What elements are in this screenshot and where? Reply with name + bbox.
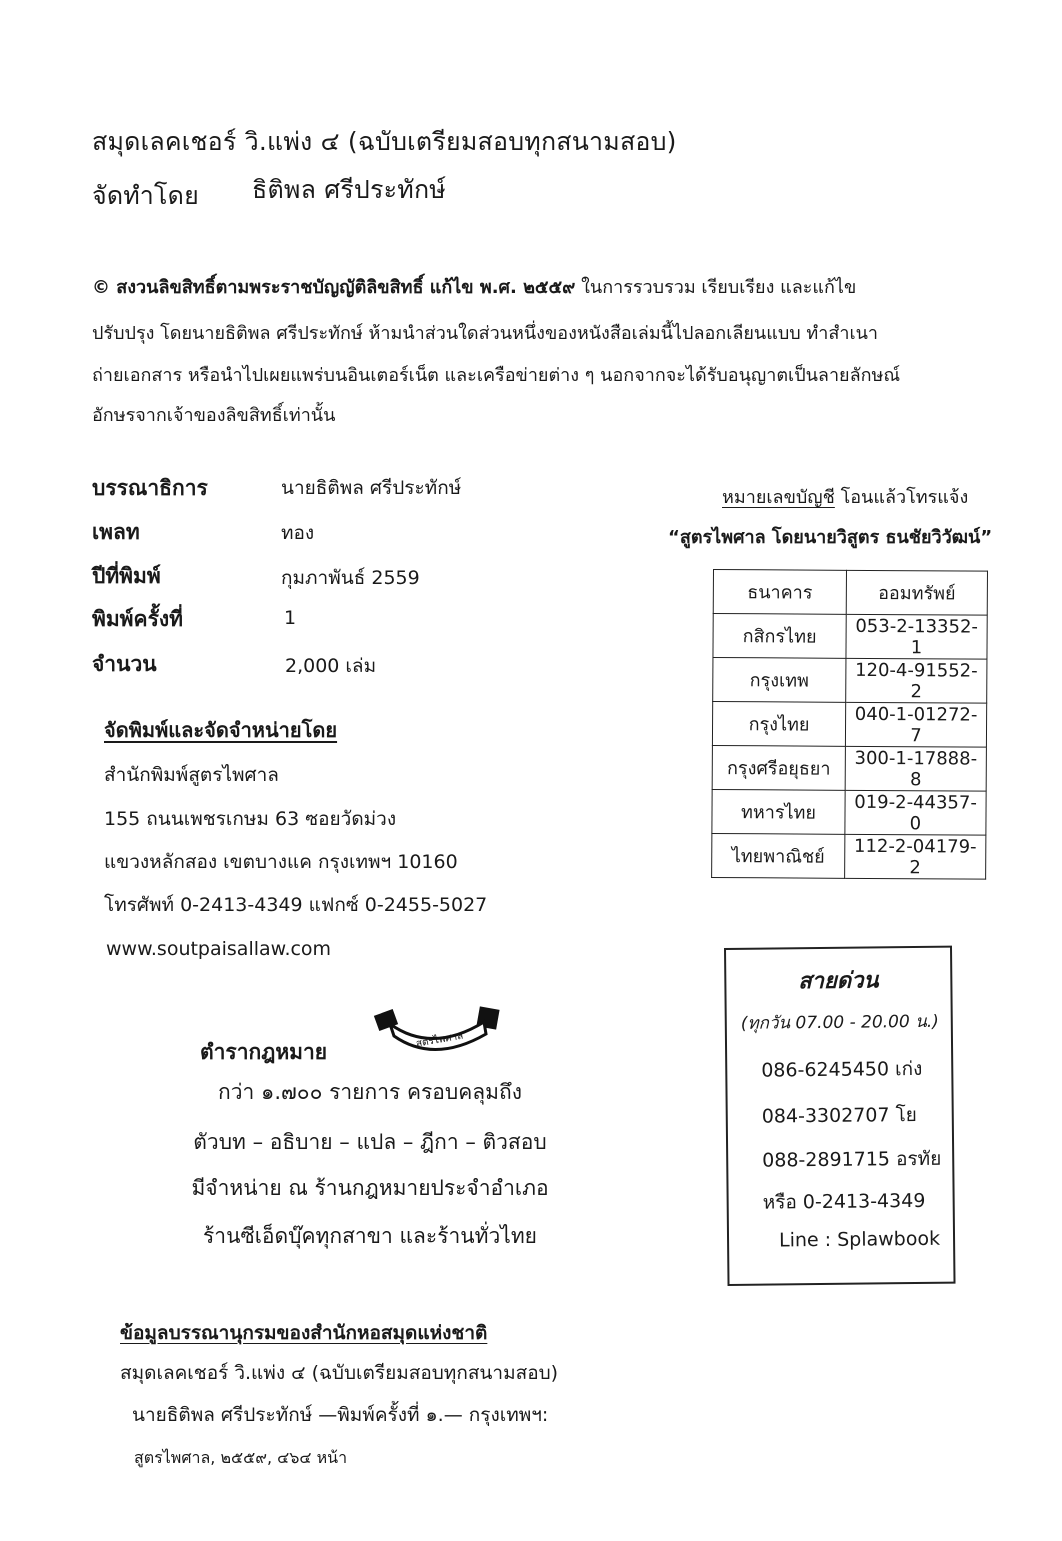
info-label-edition: พิมพ์ครั้งที่: [92, 607, 183, 631]
info-value-editor: นายธิติพล ศรีประทักษ์: [281, 477, 462, 499]
account-number: 120-4-91552-2: [846, 658, 987, 703]
hotline-contact: หรือ 0-2413-4349: [762, 1189, 926, 1214]
account-number: 300-1-17888-8: [845, 746, 986, 791]
publisher-name: สำนักพิมพ์สูตรไพศาล: [104, 764, 279, 786]
publisher-website[interactable]: www.soutpaisallaw.com: [106, 938, 332, 960]
prepared-by-name: ธิติพล ศรีประทักษ์: [252, 175, 446, 204]
info-value-plate: ทอง: [281, 522, 315, 544]
book-title: สมุดเลคเชอร์ วิ.แพ่ง ๔ (ฉบับเตรียมสอบทุกสนามสอบ): [92, 127, 677, 156]
hotline-contact: 086-6245450 เก่ง: [761, 1057, 923, 1082]
table-header-row: [713, 570, 987, 616]
scroll-logo-icon: [372, 1006, 502, 1056]
table-row: [712, 702, 986, 748]
bank-name: กรุงเทพ: [713, 658, 846, 703]
publisher-phone-fax: โทรศัพท์ 0-2413-4349 แฟกซ์ 0-2455-5027: [104, 894, 488, 916]
promo-heading: ตำรากฎหมาย: [200, 1040, 328, 1064]
account-number: 019-2-44357-0: [845, 790, 986, 835]
info-label-quantity: จำนวน: [92, 652, 157, 676]
hotline-box: [724, 946, 956, 1286]
account-number: 112-2-04179-2: [845, 834, 986, 879]
promo-line-2: ตัวบท – อธิบาย – แปล – ฎีกา – ติวสอบ: [193, 1130, 547, 1154]
account-heading: [722, 482, 968, 511]
bank-name: ไทยพาณิชย์: [712, 833, 845, 878]
catalog-line-2: นายธิติพล ศรีประทักษ์ —พิมพ์ครั้งที่ ๑.— กรุงเทพฯ:: [132, 1404, 549, 1426]
publisher-address-1: 155 ถนนเพชรเกษม 63 ซอยวัดม่วง: [104, 808, 397, 830]
table-row: [713, 658, 987, 704]
hotline-hours: (ทุกวัน 07.00 - 20.00 น.): [740, 1011, 939, 1034]
table-row: [713, 614, 987, 660]
catalog-line-3: สูตรไพศาล, ๒๕๕๙, ๔๖๔ หน้า: [134, 1448, 348, 1467]
info-value-year: กุมภาพันธ์ 2559: [281, 567, 420, 589]
account-name: “สูตรไพศาล โดยนายวิสูตร ธนชัยวิวัฒน์”: [668, 527, 993, 548]
prepared-by-label: จัดทำโดย: [92, 181, 199, 210]
copyright-line-4: อักษรจากเจ้าของลิขสิทธิ์เท่านั้น: [92, 405, 336, 426]
promo-line-3: มีจำหน่าย ณ ร้านกฎหมายประจำอำเภอ: [191, 1176, 549, 1200]
account-number: 040-1-01272-7: [845, 702, 986, 747]
bank-name: กสิกรไทย: [713, 614, 846, 659]
info-value-edition: 1: [284, 607, 297, 629]
copyright-notice: © สงวนลิขสิทธิ์ตามพระราชบัญญัติลิขสิทธิ์ แก้ไข พ.ศ. ๒๕๕๙: [92, 277, 576, 298]
promo-line-1: กว่า ๑.๗๐๐ รายการ ครอบคลุมถึง: [218, 1080, 522, 1104]
table-row: [712, 833, 986, 879]
column-header-bank: ธนาคาร: [713, 570, 846, 615]
account-number: 053-2-13352-1: [846, 614, 987, 659]
info-label-editor: บรรณาธิการ: [92, 476, 208, 500]
copyright-line-1: [92, 272, 856, 301]
copyright-line-1-rest: ในการรวบรวม เรียบเรียง และแก้ไข: [575, 277, 857, 298]
publisher-heading: จัดพิมพ์และจัดจำหน่ายโดย: [104, 718, 338, 742]
bank-account-table: [711, 569, 988, 880]
hotline-contact: 084-3302707 โย: [761, 1103, 917, 1128]
catalog-line-1: สมุดเลคเชอร์ วิ.แพ่ง ๔ (ฉบับเตรียมสอบทุกสนามสอบ): [120, 1362, 559, 1384]
hotline-line-id: Line : Splawbook: [778, 1227, 941, 1252]
account-heading-note: โอนแล้วโทรแจ้ง: [834, 487, 969, 508]
publisher-address-2: แขวงหลักสอง เขตบางแค กรุงเทพฯ 10160: [104, 851, 458, 873]
column-header-savings: ออมทรัพย์: [846, 570, 987, 615]
account-heading-label: หมายเลขบัญชี: [722, 487, 835, 508]
catalog-heading: ข้อมูลบรรณานุกรมของสำนักหอสมุดแห่งชาติ: [120, 1322, 488, 1344]
bank-name: กรุงศรีอยุธยา: [712, 745, 845, 790]
copyright-line-3: ถ่ายเอกสาร หรือนำไปเผยแพร่บนอินเตอร์เน็ต และเครือข่ายต่าง ๆ นอกจากจะได้รับอนุญาตเป็นลายลักษณ์: [92, 365, 901, 386]
promo-line-4: ร้านซีเอ็ดบุ๊คทุกสาขา และร้านทั่วไทย: [203, 1224, 537, 1248]
hotline-title: สายด่วน: [798, 968, 879, 995]
hotline-contact: 088-2891715 อรทัย: [762, 1147, 942, 1172]
table-row: [712, 789, 986, 835]
copyright-line-2: ปรับปรุง โดยนายธิติพล ศรีประทักษ์ ห้ามนำส่วนใดส่วนหนึ่งของหนังสือเล่มนี้ไปลอกเลียนแบบ ทำสำเนา: [92, 323, 879, 344]
logo-text: สูตรไพศาล: [415, 1030, 465, 1050]
info-label-year: ปีที่พิมพ์: [92, 564, 161, 588]
info-label-plate: เพลท: [92, 520, 140, 544]
table-row: [712, 745, 986, 791]
bank-name: ทหารไทย: [712, 789, 845, 834]
info-value-quantity: 2,000 เล่ม: [285, 655, 377, 677]
bank-name: กรุงไทย: [712, 702, 845, 747]
publisher-logo: [372, 1006, 502, 1056]
